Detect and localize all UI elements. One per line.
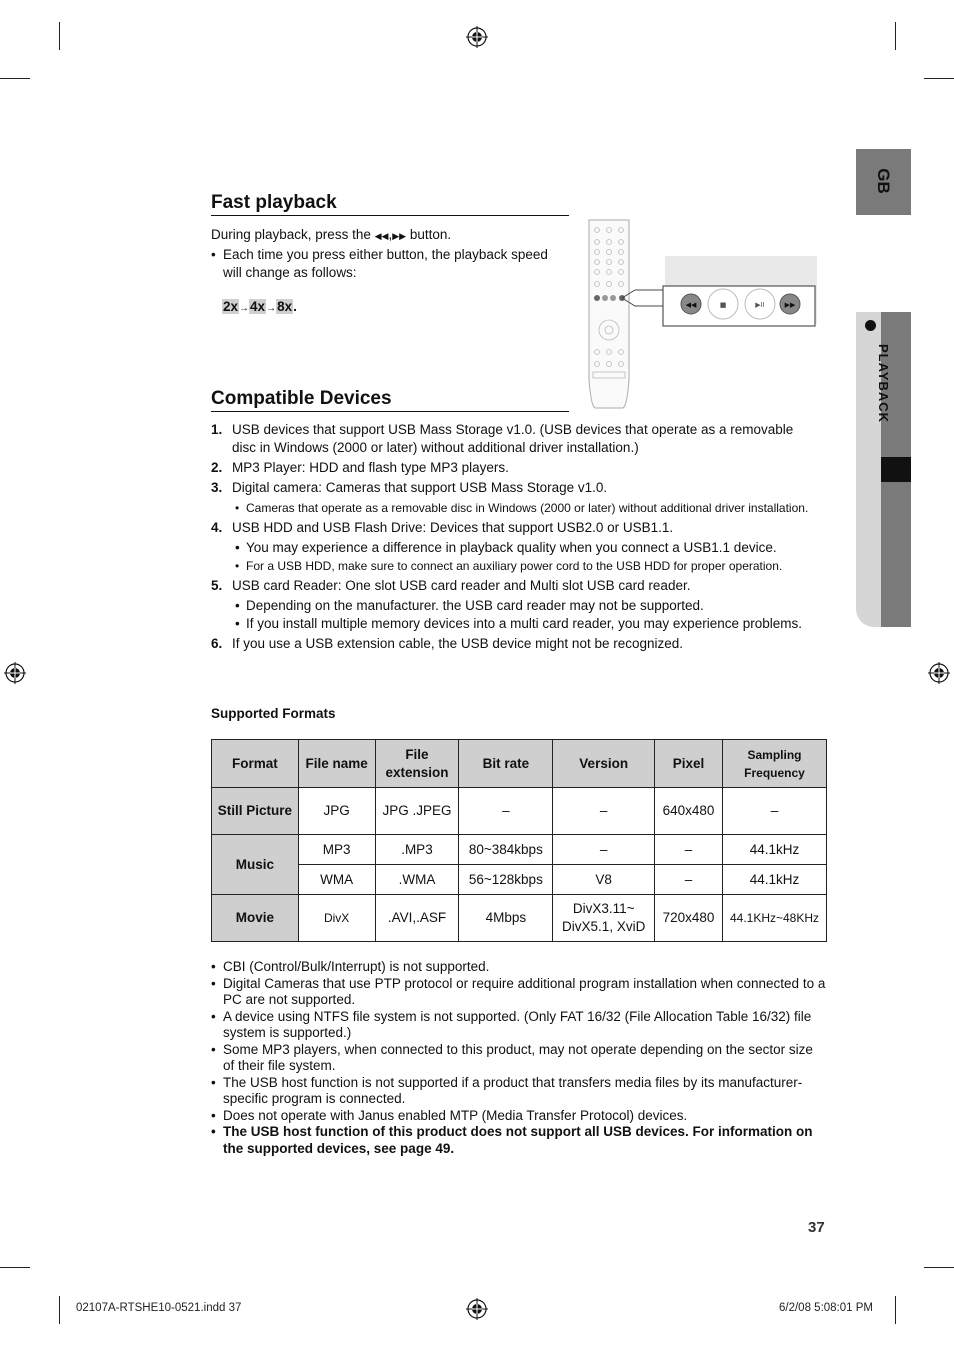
column-header: Format — [212, 740, 299, 788]
footer-timestamp: 6/2/08 5:08:01 PM — [779, 1302, 873, 1314]
note-item: • The USB host function is not supported if a product that transfers media files by its manufacturer-specific program is connected. — [211, 1075, 827, 1108]
column-header: Pixel — [655, 740, 723, 788]
section-title-fast-playback: Fast playback — [211, 192, 337, 213]
table-cell: .AVI,.ASF — [375, 895, 459, 942]
speed-sequence: 2x→4x→8x. — [223, 299, 297, 314]
item-number: 2. — [211, 460, 223, 475]
supported-formats-table — [211, 739, 827, 942]
column-header: Version — [553, 740, 655, 788]
table-cell: – — [655, 835, 723, 865]
table-cell: – — [459, 788, 553, 835]
table-row — [212, 865, 827, 895]
item-number: 3. — [211, 480, 223, 495]
intro-pre: During playback, press the — [211, 227, 371, 242]
registration-mark-icon — [466, 26, 488, 48]
table-cell: 56~128kbps — [459, 865, 553, 895]
crop-mark — [895, 22, 896, 50]
row-header: Movie — [212, 895, 299, 942]
remote-stop-icon: ■ — [719, 301, 727, 309]
item-number: 6. — [211, 636, 223, 651]
table-cell: 720x480 — [655, 895, 723, 942]
arrow-icon: → — [266, 303, 277, 314]
note-item: • Does not operate with Janus enabled MTP (Media Transfer Protocol) devices. — [211, 1108, 827, 1125]
remote-fast-forward-icon: ▶▶ — [784, 301, 796, 309]
table-cell: WMA — [298, 865, 375, 895]
table-cell: – — [553, 788, 655, 835]
table-cell: – — [553, 835, 655, 865]
table-caption: Supported Formats — [211, 706, 336, 721]
page-number: 37 — [808, 1219, 825, 1236]
note-item: • CBI (Control/Bulk/Interrupt) is not supported. — [211, 959, 827, 976]
item-text: MP3 Player: HDD and flash type MP3 players. — [232, 460, 509, 475]
item-text: USB HDD and USB Flash Drive: Devices that support USB2.0 or USB1.1. — [232, 520, 674, 535]
table-cell: 4Mbps — [459, 895, 553, 942]
row-header: Still Picture — [212, 788, 299, 835]
sub-bullet: • For a USB HDD, make sure to connect an auxiliary power cord to the USB HDD for proper operation. — [211, 557, 821, 575]
sub-bullet: • If you install multiple memory devices into a multi card reader, you may experience problems. — [211, 615, 821, 633]
column-header: Sampling Frequency — [723, 740, 827, 788]
list-item — [211, 479, 821, 497]
remote-play-pause-icon: ▶II — [755, 301, 765, 309]
column-header: File name — [298, 740, 375, 788]
compatible-devices-list — [211, 421, 821, 655]
item-number: 5. — [211, 578, 223, 593]
note-continuation: system is supported.) — [223, 1025, 352, 1040]
item-text: Digital camera: Cameras that support USB Mass Storage v1.0. — [232, 480, 608, 495]
footer-file-info: 02107A-RTSHE10-0521.indd 37 — [76, 1302, 242, 1314]
item-number: 4. — [211, 520, 223, 535]
list-item — [211, 577, 821, 595]
item-text: USB devices that support USB Mass Storage v1.0. (USB devices that operate as a removable disc in Windows (2000 or later) without additional driver installation.) — [232, 422, 794, 455]
note-item: • Digital Cameras that use PTP protocol or require additional program installation when connected to a PC are not supported. — [211, 976, 827, 1009]
notes-list — [211, 959, 827, 1157]
remote-rewind-icon: ◀◀ — [685, 301, 697, 309]
table-cell: – — [655, 865, 723, 895]
speed-8x: 8x — [277, 299, 293, 314]
table-cell: DivX — [298, 895, 375, 942]
title-rule — [211, 215, 569, 216]
language-tab — [856, 149, 911, 215]
list-item — [211, 421, 821, 457]
table-row — [212, 788, 827, 835]
speed-2x: 2x — [223, 299, 239, 314]
bullet-text: Each time you press either button, the playback speed will change as follows: — [223, 247, 548, 280]
column-header: File extension — [375, 740, 459, 788]
table-cell: 44.1kHz — [723, 865, 827, 895]
table-header-row — [212, 740, 827, 788]
fast-playback-intro: During playback, press the ◀◀,▶▶ button. — [211, 227, 452, 242]
table-cell: 44.1KHz~48KHz — [723, 895, 827, 942]
table-cell: V8 — [553, 865, 655, 895]
table-cell: DivX3.11~ DivX5.1, XviD — [553, 895, 655, 942]
intro-post: button. — [409, 227, 452, 242]
table-cell: JPG .JPEG — [375, 788, 459, 835]
table-cell: 44.1kHz — [723, 835, 827, 865]
table-cell: JPG — [298, 788, 375, 835]
table-cell: .MP3 — [375, 835, 459, 865]
language-tab-label: GB — [874, 168, 893, 194]
list-item — [211, 635, 821, 653]
rewind-icon: ◀◀ — [374, 231, 389, 241]
table-cell: – — [723, 788, 827, 835]
list-item — [211, 519, 821, 537]
side-tab-marker — [881, 457, 911, 482]
item-text: If you use a USB extension cable, the USB device might not be recognized. — [232, 636, 684, 651]
note-item: • Some MP3 players, when connected to this product, may not operate depending on the sector size of their file system. — [211, 1042, 827, 1075]
item-text: USB card Reader: One slot USB card reader and Multi slot USB card reader. — [232, 578, 691, 593]
column-header: Bit rate — [459, 740, 553, 788]
crop-mark — [924, 1267, 954, 1268]
table-cell: .WMA — [375, 865, 459, 895]
table-cell: 80~384kbps — [459, 835, 553, 865]
sub-bullet: • You may experience a difference in playback quality when you connect a USB1.1 device. — [211, 539, 821, 557]
table-cell: 640x480 — [655, 788, 723, 835]
table-row — [212, 895, 827, 942]
row-header: Music — [212, 835, 299, 895]
remote-control-illustration — [585, 218, 821, 410]
crop-mark — [0, 1267, 30, 1268]
sub-bullet: • Depending on the manufacturer. the USB card reader may not be supported. — [211, 597, 821, 615]
registration-mark-icon — [4, 662, 26, 684]
crop-mark — [895, 1296, 896, 1324]
registration-mark-icon — [466, 1298, 488, 1320]
crop-mark — [59, 1296, 60, 1324]
item-number: 1. — [211, 422, 223, 437]
table-row — [212, 835, 827, 865]
note-item: • The USB host function of this product does not support all USB devices. For information on the supported devices, see page 49. — [211, 1124, 827, 1157]
section-tab-label: PLAYBACK — [876, 344, 891, 424]
title-rule — [211, 411, 569, 412]
sub-bullet: • Cameras that operate as a removable disc in Windows (2000 or later) without additional driver installation. — [211, 499, 821, 517]
table-cell: MP3 — [298, 835, 375, 865]
list-item — [211, 459, 821, 477]
fast-playback-bullet: • Each time you press either button, the playback speed will change as follows: — [211, 247, 548, 280]
speed-4x: 4x — [250, 299, 266, 314]
section-title-compatible-devices: Compatible Devices — [211, 388, 392, 409]
bullet-icon — [865, 320, 876, 331]
arrow-icon: → — [239, 303, 250, 314]
section-tab — [856, 314, 891, 434]
crop-mark — [59, 22, 60, 50]
crop-mark — [0, 78, 30, 79]
note-item: • A device using NTFS file system is not supported. (Only FAT 16/32 (File Allocation Table 16/32) file — [211, 1009, 827, 1026]
registration-mark-icon — [928, 662, 950, 684]
fast-forward-icon: ▶▶ — [392, 231, 407, 241]
crop-mark — [924, 78, 954, 79]
